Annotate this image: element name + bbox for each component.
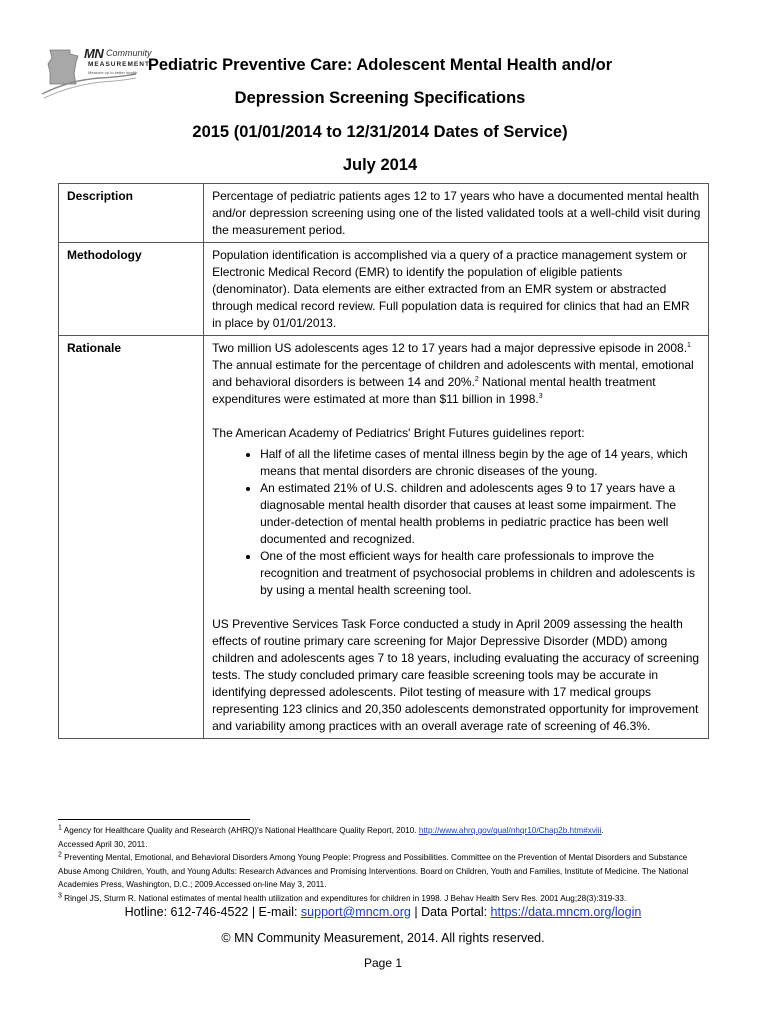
footnote-ref-3[interactable]: 3 bbox=[538, 393, 543, 400]
page-number: Page 1 bbox=[363, 956, 403, 970]
list-item: • One of the most efficient ways for health care professionals to improve the recognition and treatment of psychosocial problems in children and adolescents is by using a mental health screening tool. bbox=[260, 548, 702, 599]
support-email-link[interactable]: support@mncm.org bbox=[300, 905, 411, 919]
footnotes bbox=[58, 824, 708, 905]
bright-futures-list bbox=[212, 446, 702, 599]
specification-table bbox=[58, 183, 709, 739]
footnote-1: $^1$ Agency for Healthcare Quality and Research (AHRQ)'s National Healthcare Quality Report, 2010. http://www.ahrq.gov/qual/nhqr10/Chap2b.htm#xviii. Accessed April 30, 2011. bbox=[58, 824, 604, 849]
copyright-notice: © MN Community Measurement, 2014. All rights reserved. bbox=[221, 931, 545, 945]
footnote-ref-1[interactable]: 1 bbox=[687, 342, 691, 349]
logo-tagline: Measure up to better health bbox=[88, 70, 137, 75]
rationale-body bbox=[204, 336, 709, 739]
data-portal-link[interactable]: https://data.mncm.org/login bbox=[490, 905, 642, 919]
title-line-1: Pediatric Preventive Care: Adolescent Mental Health and/or bbox=[147, 56, 613, 74]
list-item: • An estimated 21% of U.S. children and adolescents ages 9 to 17 years have a diagnosable mental health disorder that causes at least some impairment. The under-detection of mental health problems in pediatric practice has been well documented and recognized. bbox=[260, 480, 702, 548]
methodology-row bbox=[59, 243, 709, 336]
rationale-label: Rationale bbox=[59, 336, 204, 739]
rationale-paragraph-1: Two million US adolescents ages 12 to 17 years had a major depressive episode in 2008.$^1$ The annual estimate for the percentage of children and adolescents with mental, emotional and behavioral disorders is between 14 and 20%.$^2$ National mental health treatment expenditures were estimated at more than $11 billion in 1998.$^3$ bbox=[212, 341, 694, 406]
footnote-divider bbox=[58, 819, 250, 820]
methodology-text: Population identification is accomplished via a query of a practice management system or Electronic Medical Record (EMR) to identify the population of eligible patients (denominator). Data elements are either extracted from an EMR system or abstracted through medical record review. Full population data is required for clinics that had an EMR in place by 01/01/2013. bbox=[204, 243, 709, 336]
description-text: Percentage of pediatric patients ages 12 to 17 years who have a documented mental health and/or depression screening using one of the listed validated tools at a well-child visit during the measurement period. bbox=[204, 184, 709, 243]
rationale-paragraph-3: US Preventive Services Task Force conducted a study in April 2009 assessing the health effects of routine primary care screening for Major Depressive Disorder (MDD) among children and adolescents ages 7 to 18 years, including evaluating the accuracy of screening tests. The study concluded primary care feasible screening tools may be accurate in identifying depressed adolescents. Pilot testing of measure with 17 medical groups representing 123 clinics and 20,350 adolescents demonstrated opportunity for improvement and variability among practices with an overall average rate of screening of 46.3%. bbox=[212, 617, 700, 733]
logo-mn-text: MN bbox=[84, 46, 104, 61]
title-line-3: 2015 (01/01/2014 to 12/31/2014 Dates of Service) bbox=[192, 123, 568, 141]
contact-line: Hotline: 612-746-4522 | E-mail: support@mncm.org | Data Portal: https://data.mncm.org/login bbox=[124, 905, 642, 919]
title-line-2: Depression Screening Specifications bbox=[234, 89, 526, 107]
rationale-paragraph-2: The American Academy of Pediatrics' Bright Futures guidelines report: bbox=[212, 426, 585, 440]
title-line-4: July 2014 bbox=[342, 156, 418, 174]
rationale-row bbox=[59, 336, 709, 739]
footnote-ref-2[interactable]: 2 bbox=[474, 376, 479, 383]
description-label: Description bbox=[59, 184, 204, 243]
list-item: • Half of all the lifetime cases of mental illness begin by the age of 14 years, which means that mental disorders are chronic diseases of the young. bbox=[260, 446, 702, 480]
ahrq-link[interactable]: http://www.ahrq.gov/qual/nhqr10/Chap2b.htm#xviii bbox=[418, 826, 602, 835]
methodology-label: Methodology bbox=[59, 243, 204, 336]
footnote-3: $^3$ Ringel JS, Sturm R. National estimates of mental health utilization and expenditures for children in 1998. J Behav Health Serv Res. 2001 Aug;28(3):319-33. bbox=[58, 891, 627, 903]
description-row bbox=[59, 184, 709, 243]
logo-community-text: Community bbox=[106, 48, 152, 58]
footnote-2: $^2$ Preventing Mental, Emotional, and Behavioral Disorders Among Young People: Progress and Possibilities. Committee on the Prevention of Mental Disorders and Substance Abuse Among Children, Youth, and Young Adults: Research Advances and Promising Interventions. Board on Children, Youth and Families, Institute of Medicine. The National Academies Press, Washington, D.C.; 2009.Accessed on-line May 3, 2011. bbox=[58, 851, 689, 889]
logo-measurement-text: MEASUREMENT bbox=[88, 61, 150, 68]
